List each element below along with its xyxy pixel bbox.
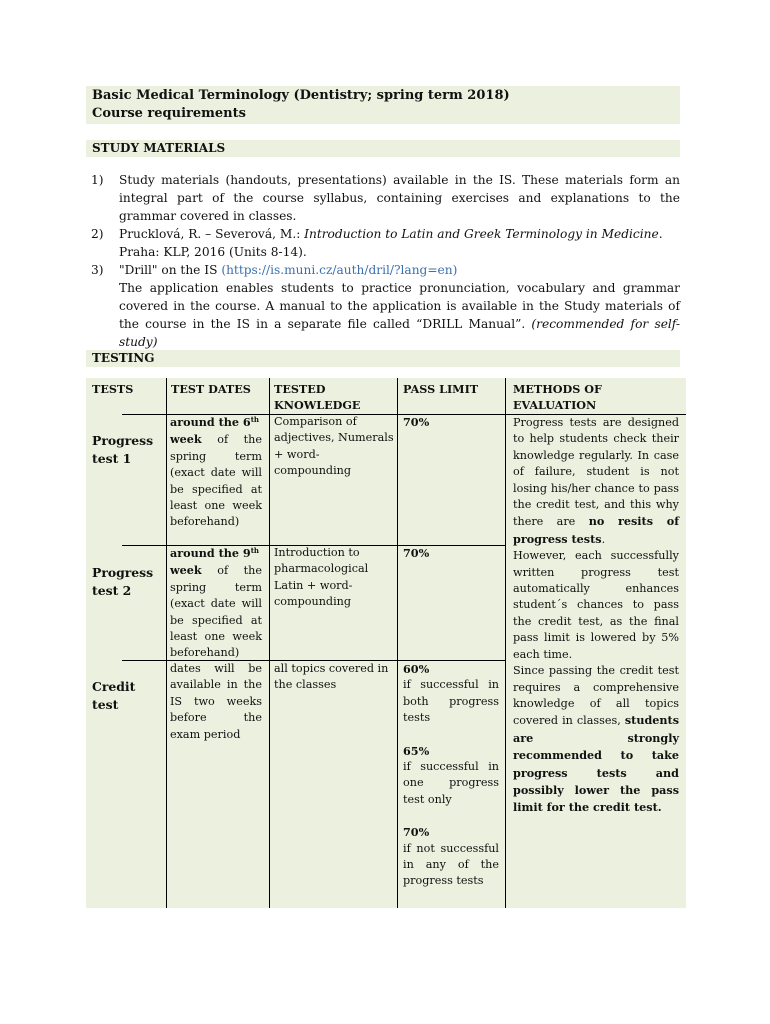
title-line-1: Basic Medical Terminology (Dentistry; spring term 2018) bbox=[92, 88, 510, 103]
document-title bbox=[86, 86, 680, 124]
pass-option-value: 65% bbox=[403, 743, 430, 758]
title-line-2: Course requirements bbox=[92, 106, 246, 121]
citation-author: Prucklová, R. – Severová, M.: bbox=[119, 227, 301, 241]
column-header-test-dates: TEST DATES bbox=[171, 382, 251, 396]
list-number: 3) bbox=[91, 263, 104, 277]
study-materials-heading: STUDY MATERIALS bbox=[86, 140, 680, 157]
list-text bbox=[119, 225, 680, 261]
drill-link[interactable]: (https://is.muni.cz/auth/dril/?lang=en) bbox=[221, 263, 458, 277]
pass-limit-2: 70% bbox=[403, 546, 430, 560]
pass-option-desc: if successful in one progress test only bbox=[403, 760, 499, 806]
pass-option-value: 60% bbox=[403, 662, 430, 676]
column-header-tests: TESTS bbox=[92, 382, 134, 396]
row-label-credit-test: Credit test bbox=[92, 679, 136, 712]
drill-note: (recommended for self-study) bbox=[119, 317, 681, 349]
test-date-1: around the 6th week of the spring term (exact date will be specified at least one week beforehand) bbox=[170, 415, 262, 529]
row-label-progress-test-1: Progress test 1 bbox=[92, 433, 154, 466]
drill-description: The application enables students to practice pronunciation, vocabulary and grammar covered in the course. A manual to the application is available in the Study materials of the course in the IS in a separate file called “DRILL Manual”. bbox=[119, 281, 680, 331]
drill-label: "Drill" on the IS bbox=[119, 263, 222, 277]
pass-option-desc: if not successful in any of the progress tests bbox=[403, 841, 499, 888]
row-label-progress-test-2: Progress test 2 bbox=[92, 565, 154, 598]
column-header-methods: METHODS OF EVALUATION bbox=[513, 382, 602, 412]
testing-table bbox=[86, 378, 686, 908]
methods-of-evaluation bbox=[513, 415, 679, 817]
study-materials-list bbox=[86, 171, 680, 351]
tested-knowledge-3: all topics covered in the classes bbox=[274, 662, 389, 692]
column-header-tested-knowledge: TESTED KNOWLEDGE bbox=[274, 382, 361, 412]
pass-limit-1: 70% bbox=[403, 415, 430, 429]
pass-option-value: 70% bbox=[403, 825, 430, 840]
citation-details: . Praha: KLP, 2016 (Units 8-14). bbox=[119, 227, 663, 259]
evaluation-paragraph-3: Since passing the credit test requires a comprehensive knowledge of all topics covered in classes, students are strongly recommended to take progress tests and possibly lower the pass limit for the credit test. bbox=[513, 664, 679, 815]
citation-title: Introduction to Latin and Greek Terminology in Medicine bbox=[304, 227, 659, 241]
list-text: Study materials (handouts, presentations) available in the IS. These materials form an integral part of the course syllabus, containing exercises and explanations to the grammar covered in classes. bbox=[119, 173, 680, 223]
list-number: 1) bbox=[91, 173, 104, 187]
pass-limit-3 bbox=[403, 661, 499, 890]
testing-heading: TESTING bbox=[86, 350, 680, 367]
test-date-2: around the 9th week of the spring term (exact date will be specified at least one week beforehand) bbox=[170, 546, 262, 660]
list-item bbox=[86, 261, 680, 351]
tested-knowledge-2: Introduction to pharmacological Latin + word-compounding bbox=[274, 546, 369, 609]
evaluation-paragraph-1: Progress tests are designed to help students check their knowledge regularly. In case of failure, student is not losing his/her chance to pass the credit test, and this why there are no resits of progress tests. bbox=[513, 416, 680, 546]
column-header-pass-limit: PASS LIMIT bbox=[403, 382, 479, 396]
pass-option-desc: if successful in both progress tests bbox=[403, 678, 499, 725]
tested-knowledge-1: Comparison of adjectives, Numerals + word-compounding bbox=[274, 415, 394, 478]
test-date-3: dates will be available in the IS two weeks before the exam period bbox=[170, 662, 262, 741]
list-number: 2) bbox=[91, 227, 104, 241]
evaluation-paragraph-2: However, each successfully written progress test automatically enhances student´s chances to pass the credit test, as the final pass limit is lowered by 5% each time. bbox=[513, 549, 679, 661]
list-item bbox=[86, 171, 680, 225]
list-item bbox=[86, 225, 680, 261]
list-text bbox=[119, 261, 680, 351]
